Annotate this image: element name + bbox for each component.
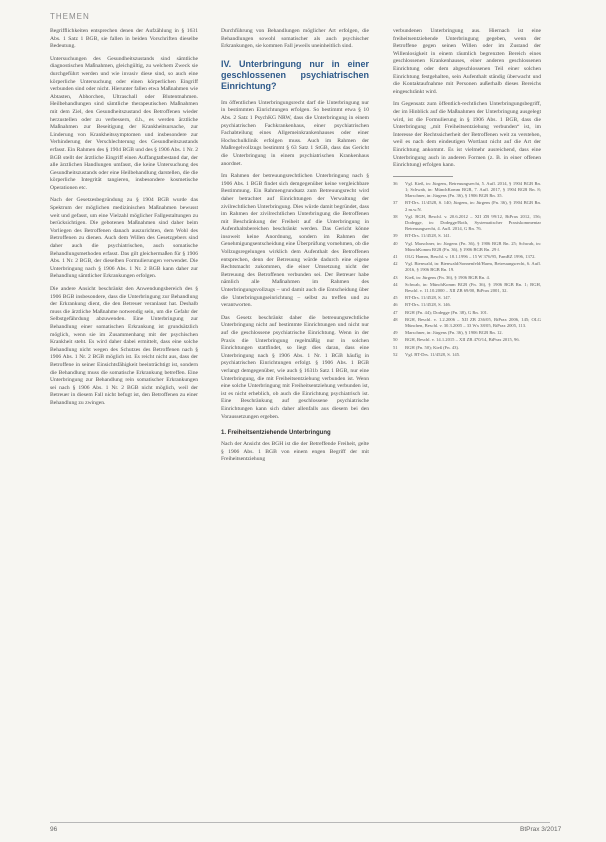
footnote-number: 38 [393,213,398,219]
footnote-text: BGH (Fn. 44); Dodegge (Fn. 38), G Rn. 101. [405,309,489,315]
column-1 [50,28,198,413]
footnote-number: 44 [393,281,398,287]
footnote [393,345,541,351]
footnotes [393,181,541,358]
footnote-text: Vgl. BGH, Beschl. v. 20.6.2012 – XII ZB 99/12, BtPrax 2012, 156; Dodegge, in: Dodegge/Roth, Systematischer Praxiskommentar Betreuungsrecht, 4. Aufl. 2014, G Rn. 76. [405,213,541,232]
footnote [393,337,541,343]
footnote-text: BGH, Beschl. v. 14.1.2015 – XII ZB 470/14, BtPrax 2015, 96. [405,337,520,343]
footnote [393,352,541,358]
paragraph: Nach der Ansicht des BGH ist die der Betreffende Freiheit, gelte § 1906 Abs. 1 BGB von einem engen Begriff der mit Freiheitsentziehung [221,441,369,463]
footnote-rule [393,176,453,177]
footnote [393,275,541,281]
footnote [393,181,541,200]
footnote-text: Vgl. BT-Drs. 11/4528, S. 145. [405,351,461,357]
footnote-number: 47 [393,309,398,315]
footnote-text: Vgl. Bienwald, in: Bienwald/Sonnenfeld/Harm, Betreuungsrecht, 6. Aufl. 2016, § 1906 BGB Rn. 19. [405,261,541,273]
footnote-number: 43 [393,274,398,280]
footnote [393,241,541,253]
footnote [393,302,541,308]
footnote-text: BT-Drs. 11/4528, S. 147. [405,295,451,301]
footnote-number: 46 [393,302,398,308]
paragraph: Durchführung von Behandlungen möglicher Art erfolgen, die Behandlungen sowohl somatischer als auch psychischer Erkrankungen, sie kommen Fall jeweils uneinheitlich sind. [221,28,369,50]
footer-rule [50,822,550,823]
footnote-number: 51 [393,344,398,350]
footnote-number: 49 [393,330,398,336]
paragraph: Begrifflichkeiten entsprechen denen der Aufzählung in § 1631 Abs. 1 Satz 1 BGB, sie fallen in beiden Vorschriften dieselbe Bedeutung. [50,28,198,50]
footnote [393,233,541,239]
footnote-number: 45 [393,295,398,301]
page-number: 96 [50,826,58,833]
footnote-text: BT-Drs. 11/4528, S. 141. [405,233,451,239]
footnote-number: 41 [393,253,398,259]
footnote-number: 36 [393,180,398,186]
subsection-heading: 1. Freiheitsentziehende Unterbringung [221,430,331,437]
paragraph: Die andere Ansicht beschränkt den Anwendungsbereich des § 1906 BGB insbesondere, dass die Unterbringung zur Behandlung der Erkrankung dient, die den Betreuer veranlasst hat. Deshalb muss die ärztliche Maßnahme notwendig sein, um die Gefahr der Selbstgefährdung abzuwenden. Eine Unterbringung zur Behandlung einer somatischen Erkrankung ist grundsätzlich möglich, wenn sie im Zusammenhang mit der psychischen Krankheit steht. Es wird daher dabei ermittelt, dass eine solche Behandlung nicht wegen des Schutzes des Betroffenen nach § 1906 Abs. 1 Nr. 2 BGB möglich ist. Es reicht nicht aus, dass der Betroffene in seiner Einsichtsfähigkeit beeinträchtigt ist, sondern die Behandlung muss die somatische Erkrankung betreffen. Eine Unterbringung zur Behandlung rein somatischer Erkrankungen sei nach § 1906 Abs. 1 Nr. 2 BGB nicht möglich, weil der Betreuer in diesem Fall nicht befugt ist, den Betroffenen zu einer Behandlung zu zwingen. [50,286,198,406]
footnote-text: BT-Drs. 11/4528, S. 140; Jürgens, in: Jürgens (Fn. 36), § 1904 BGB Rn. 2 m.w.N. [405,200,541,212]
paragraph: Im Rahmen der betreuungsrechtlichen Unterbringung nach § 1906 Abs. 1 BGB findet sich demgegenüber keine vergleichbare Bestimmung. Ein Rahmengrundsatz zum Betreuungsrecht wird daher betrachtet auf Einrichtungen der Verwaltung der zivilrechtlichen Unterbringung. Dies würde damit begründet, dass im Rahmen der zivilrechtlichen Unterbringung die Betroffenen mit Beschränkung der Freiheit auf die Unterbringung in Aufenthaltsbereichen beschränkt werden. Das Gericht könne insoweit keine Anordnung, sondern im Rahmen der Genehmigungsentscheidung eine Überprüfung vornehmen, ob die Vollzugsregelungen wirklich dem Aufenthalt des Betroffenen entsprechen, denn der Betreuung würde dadurch eine eigene Rechtsmacht zukommen, die einer Umsetzung nicht der Betreuung des Betroffenen verbunden sei. Der Betreuer habe nämlich alle Maßnahmen im Rahmen des Unterbringungsvollzugs – und damit auch die Entscheidung über die Unterbringungseinrichtung – selbst zu treffen und zu verantworten. [221,173,369,309]
paragraph: Das Gesetz beschränkt daher die betreuungsrechtliche Unterbringung nicht auf bestimmte Einrichtungen und nicht nur auf die geschlossene psychiatrische Einrichtung. Wenn in der Praxis die Unterbringung regelmäßig nur in solchen Einrichtungen stattfindet, so liegt dies daran, dass eine Unterbringung nach § 1906 Abs. 1 Nr. 1 BGB häufig in psychiatrischen Einrichtungen erfolgt. § 1906 Abs. 1 BGB verlangt demgegenüber, wie auch § 1631b Satz 1 BGB, nur eine Unterbringung, die mit Freiheitsentziehung verbunden ist. Wenn eine solche Unterbringung mit Freiheitsentziehung verbunden ist, ist es nicht erheblich, ob auch die Einrichtung psychiatrisch ist. Eine Beschränkung auf geschlossene psychiatrische Einrichtungen kann sich daher allenfalls aus diesem bei den Voraussetzungen ergeben. [221,314,369,420]
footnote-number: 48 [393,316,398,322]
footnote-number: 52 [393,351,398,357]
footnote [393,282,541,294]
paragraph: verbundenen Unterbringung aus. Hiernach ist eine freiheitsentziehende Unterbringung gegeben, wenn der Betroffene gegen seinen Willen oder im Zustand der Willenlosigkeit in einem räumlich begrenzten Bereich eines geschlossenen Krankenhauses, einer anderen geschlossenen Einrichtung oder dem abgeschlossenen Teil einer solchen Einrichtung festgehalten, sein Aufenthalt ständig überwacht und die Kontaktaufnahme mit Personen außerhalb dieses Bereichs eingeschränkt wird. [393,28,541,95]
footnote [393,330,541,336]
paragraph: Im Gegensatz zum öffentlich-rechtlichen Unterbringungsbegriff, der im Hinblick auf die Maßnahmen der Unterbringung ausgelegt wird, ist die Formulierung in § 1906 Abs. 1 BGB, dass die Unterbringung „mit Freiheitsentziehung verbunden“ ist, im Interesse der Rechtssicherheit der Betroffenen weit zu verstehen, weil es nach dem eindeutigen Wortlaut nicht auf die Art der Einrichtung ankommt. Es ist vielmehr ausreichend, dass eine Unterbringung auch in anderen Formen (z. B. in einer offenen Einrichtung) erfolgen kann. [393,101,541,169]
footnote-text: OLG Hamm, Beschl. v. 18.1.1996 – 15 W 376/95, FamRZ 1996, 1372. [405,253,536,259]
footnote-text: Schwab, in: MünchKomm BGB (Fn. 36), § 1906 BGB Rn. 1; BGH, Beschl. v. 11.10.2000 – XII ZB 69/00, BtPrax 2001, 32. [405,281,541,293]
footnote [393,261,541,273]
footnote [393,214,541,233]
footnote-text: BGH (Fn. 50); Kieß (Fn. 43). [405,344,460,350]
footnote-text: Vgl. Kieß, in: Jürgens, Betreuungsrecht, 5. Aufl. 2014, § 1904 BGB Rn. 1; Schwab, in: MünchKomm BGB, 7. Aufl. 2017, § 1904 BGB Rn. 8; Marschner, in: Jürgens (Fn. 36), § 1906 BGB Rn. 35. [405,180,541,199]
footnote [393,310,541,316]
footnote [393,254,541,260]
paragraph: Nach der Gesetzesbegründung zu § 1904 BGB wurde das Spektrum der möglichen medizinischen Maßnahmen bewusst weit und gefasst, um eine Vielzahl möglicher Fallgestaltungen zu berücksichtigen. Die gebotenen Maßnahmen sind daher beim Vorliegen des Betroffenen danach auszurichten, dem Wohl des Betroffenen zu dienen. Auch dem Willen des Gesetzgebers sind daher auch die psychiatrischen, auch somatische Behandlungsmethoden erfasst. Das gilt gleichermaßen für § 1906 Abs. 1 Nr. 2 BGB, der dieselben Formulierungen verwendet. Die Unterbringung nach § 1906 Abs. 1 Nr. 2 BGB kann daher zur Behandlung sämtlicher Erkrankungen erfolgen. [50,197,198,280]
footnote-number: 39 [393,233,398,239]
footnote [393,295,541,301]
footnote [393,317,541,329]
footnote [393,200,541,212]
footnote-text: BT-Drs. 11/4528, S. 146. [405,302,451,308]
section-heading: IV. Unterbringung nur in einer geschlossenen psychiatrischen Einrichtung? [221,58,369,91]
footnote-number: 40 [393,240,398,246]
footnote-text: Marschner, in: Jürgens (Fn. 36), § 1906 BGB Rn. 12. [405,330,503,336]
column-2 [221,28,369,469]
footnote-text: Kieß, in: Jürgens (Fn. 36), § 1906 BGB Rn. 4. [405,274,490,280]
footnote-number: 37 [393,200,398,206]
footnote-text: Vgl. Marschner, in: Jürgens (Fn. 36), § 1906 BGB Rn. 25; Schwab, in: MünchKomm BGB (Fn. 36), § 1906 BGB Rn. 29 f. [405,240,541,252]
footnote-text: BGH, Beschl. v. 1.2.2006 – XII ZB 236/05, BtPrax 2006, 145; OLG München, Beschl. v. 30.3.2005 – 33 Wx 38/05, BtPrax 2005, 113. [405,316,541,328]
footnote-number: 42 [393,261,398,267]
paragraph: Untersuchungen des Gesundheitszustands sind sämtliche diagnostischen Maßnahmen, gleichgültig, zu welchem Zweck sie durchgeführt werden und wie invasiv diese sind, so auch eine körperliche Untersuchung oder einen körperlichen Eingriff verbunden sind oder nicht. Hierunter fallen etwa Maßnahmen wie Abtasten, Abhorchen, Ultraschall oder Blutentnahmen. Heilbehandlungen sind sämtliche therapeutischen Maßnahmen mit dem Ziel, den Gesundheitszustand des Betroffenen wieder herzustellen oder zu verbessern, d.h., es werden ärztliche Maßnahmen zur Beseitigung der Krankheitsursache, zur Linderung von Krankheitssymptomen und insbesondere zur Verhinderung der Verschlechterung des Gesundheitszustands erfasst. Ein Rahmen des § 1904 BGB und des § 1906 Abs. 1 Nr. 2 BGB stellt der ärztliche Eingriff einen Auffangtatbestand dar, der alle ärztlichen Handlungen umfasst, die keine Untersuchung des Gesundheitszustands oder eine Heilbehandlung darstellen, die die körperliche Integrität tangieren, insbesondere kosmetische Operationen etc. [50,55,198,191]
journal-issue: BtPrax 3/2017 [520,826,562,833]
paragraph: Im öffentlichen Unterbringungsrecht darf die Unterbringung nur in bestimmten Einrichtungen erfolgen. So bestimmt etwa § 10 Abs. 2 Satz 1 PsychKG NRW, dass die Unterbringung in einem psychiatrischen Fachkrankenhaus, einer psychiatrischen Fachabteilung eines Allgemeinkrankenhauses oder einer Hochschulklinik erfolgen muss. Auch im Rahmen der Maßregelvollzugs bestimmt § 63 Satz 1 StGB, dass das Gericht die Unterbringung in einem psychiatrischen Krankenhaus anordnet. [221,99,369,167]
column-3 [393,28,541,359]
footnote-number: 50 [393,337,398,343]
running-head: THEMEN [50,12,90,21]
